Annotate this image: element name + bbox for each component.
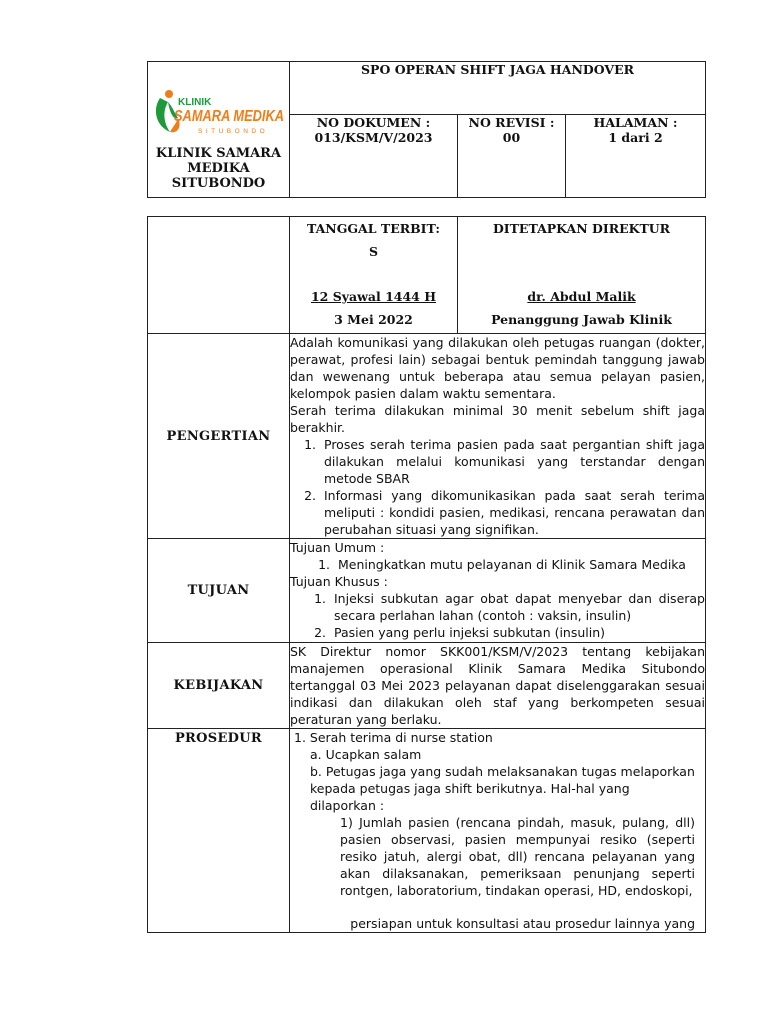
prosedur-label: PROSEDUR <box>148 729 290 933</box>
kebijakan-content <box>290 643 706 729</box>
tujuan-row <box>148 539 706 643</box>
no-dokumen-label: NO DOKUMEN : <box>316 115 431 130</box>
prosedur-step-a: a. Ucapkan salam <box>310 747 422 762</box>
clinic-identity-cell <box>148 62 290 198</box>
direktur-name: dr. Abdul Malik <box>527 289 636 304</box>
sop-body-table <box>147 216 706 933</box>
list-item: 2. Informasi yang dikomunikasikan pada saat serah terima meliputi : kondidi pasien, medikasi, rencana perawatan dan perubahan situasi yang signifikan. <box>304 488 705 537</box>
no-revisi-label: NO REVISI : <box>468 115 555 130</box>
kebijakan-label: KEBIJAKAN <box>148 643 290 729</box>
tanggal-terbit-label: TANGGAL TERBIT: <box>306 221 441 236</box>
kebijakan-row <box>148 643 706 729</box>
pengertian-label: PENGERTIAN <box>148 334 290 539</box>
pengertian-list <box>290 436 705 538</box>
no-dokumen-value: 013/KSM/V/2023 <box>314 130 433 145</box>
list-item: 1. Meningkatkan mutu pelayanan di Klinik Samara Medika <box>318 557 686 572</box>
prosedur-step-b: b. Petugas jaga yang sudah melaksanakan tugas melaporkan kepada petugas jaga shift berikutnya. Hal-hal yang dilaporkan : <box>310 764 695 813</box>
tanggal-terbit-extra: S <box>368 244 379 259</box>
tujuan-label: TUJUAN <box>148 539 290 643</box>
tanggal-terbit-cell <box>290 217 458 334</box>
kebijakan-text: SK Direktur nomor SKK001/KSM/V/2023 tentang kebijakan manajemen operasional Klinik Samara Medika Situbondo tertanggal 03 Mei 2023 pelayanan dapat diselenggarakan sesuai indikasi dan dilakukan oleh staf yang berkompeten sesuai peraturan yang berlaku. <box>290 644 705 727</box>
svg-text:KLINIK: KLINIK <box>178 97 212 108</box>
no-revisi-cell <box>458 115 566 198</box>
pengertian-content <box>290 334 706 539</box>
clinic-logo <box>148 62 289 142</box>
tujuan-content <box>290 539 706 643</box>
approval-row <box>148 217 706 334</box>
prosedur-row <box>148 729 706 933</box>
tujuan-umum-label: Tujuan Umum : <box>290 540 385 555</box>
prosedur-step-b1: 1) Jumlah pasien (rencana pindah, masuk, pulang, dll) pasien observasi, pasien mempunyai resiko (seperti resiko jatuh, alergi obat, dll) rencana pelayanan yang akan dilaksanakan, pemeriksaan penunjang seperti rontgen, laboratorium, tindakan operasi, HD, endoskopi, <box>340 815 695 898</box>
svg-text:SAMARA MEDIKA: SAMARA MEDIKA <box>174 108 284 125</box>
list-item: 2. Pasien yang perlu injeksi subkutan (insulin) <box>314 625 606 640</box>
halaman-label: HALAMAN : <box>593 115 678 130</box>
svg-text:SITUBONDO: SITUBONDO <box>198 128 269 135</box>
ditetapkan-cell <box>458 217 706 334</box>
prosedur-step1: 1. Serah terima di nurse station <box>294 730 493 745</box>
tujuan-khusus-label: Tujuan Khusus : <box>290 574 388 589</box>
halaman-value: 1 dari 2 <box>608 130 663 145</box>
tanggal-hijri: 12 Syawal 1444 H <box>310 289 437 304</box>
list-item: 1. Injeksi subkutan agar obat dapat menyebar dan diserap secara perlahan lahan (contoh : vaksin, insulin) <box>314 591 705 623</box>
ditetapkan-label: DITETAPKAN DIREKTUR <box>492 221 671 236</box>
direktur-title: Penanggung Jawab Klinik <box>491 312 672 327</box>
pengertian-para2: Serah terima dilakukan minimal 30 menit sebelum shift jaga berakhir. <box>290 403 705 435</box>
pengertian-row <box>148 334 706 539</box>
pengertian-para1: Adalah komunikasi yang dilakukan oleh petugas ruangan (dokter, perawat, profesi lain) sebagai bentuk pemindah tanggung jawab dan wewenang untuk beberapa atau semua pelayan pasien, kelompok pasien dalam waktu sementara. <box>290 335 705 401</box>
document-title: SPO OPERAN SHIFT JAGA HANDOVER <box>290 62 706 115</box>
prosedur-step-b1-continued: persiapan untuk konsultasi atau prosedur lainnya yang <box>350 916 695 931</box>
no-dokumen-cell <box>290 115 458 198</box>
clinic-logo-icon <box>148 62 288 142</box>
tanggal-masehi: 3 Mei 2022 <box>334 312 413 327</box>
clinic-name: KLINIK SAMARA MEDIKA SITUBONDO <box>155 146 282 191</box>
list-item: 1. Proses serah terima pasien pada saat pergantian shift jaga dilakukan melalui komunikasi yang terstandar dengan metode SBAR <box>304 437 705 486</box>
prosedur-content <box>290 729 706 933</box>
halaman-cell <box>566 115 706 198</box>
document-header <box>147 61 706 198</box>
no-revisi-value: 00 <box>502 130 521 145</box>
approval-empty-cell <box>148 217 290 334</box>
